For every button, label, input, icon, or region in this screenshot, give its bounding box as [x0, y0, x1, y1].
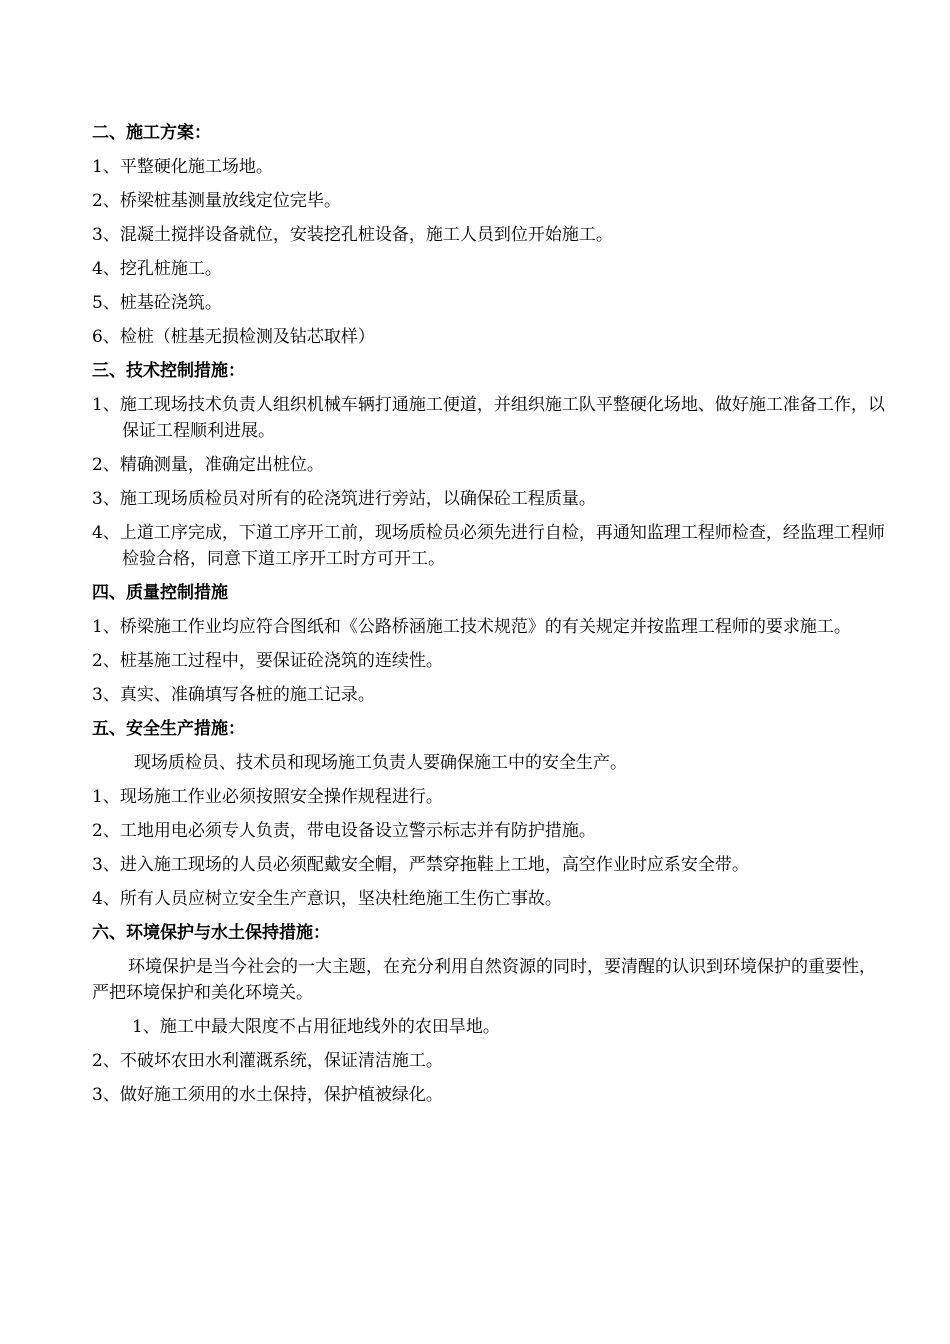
list-item: 6、检桩（桩基无损检测及钻芯取样） — [92, 327, 375, 347]
section-safety-measures — [92, 716, 892, 912]
section-quality-control — [92, 580, 892, 708]
section-intro: 现场质检员、技术员和现场施工负责人要确保施工中的安全生产。 — [134, 753, 627, 773]
list-item: 3、做好施工须用的水土保持，保护植被绿化。 — [92, 1085, 443, 1105]
list-item: 2、工地用电必须专人负责，带电设备设立警示标志并有防护措施。 — [92, 821, 596, 841]
section-technical-control — [92, 358, 892, 572]
list-item: 1、施工现场技术负责人组织机械车辆打通施工便道，并组织施工队平整硬化场地、做好施工准备工作，以保证工程顺利进展。 — [92, 395, 885, 441]
list-item: 2、桥梁桩基测量放线定位完毕。 — [92, 191, 341, 211]
document-page — [92, 120, 892, 1116]
list-item: 3、真实、准确填写各桩的施工记录。 — [92, 685, 375, 705]
list-item: 2、精确测量，准确定出桩位。 — [92, 455, 324, 475]
list-item: 3、施工现场质检员对所有的砼浇筑进行旁站，以确保砼工程质量。 — [92, 489, 596, 509]
list-item: 4、所有人员应树立安全生产意识，坚决杜绝施工生伤亡事故。 — [92, 889, 562, 909]
section-heading: 六、环境保护与水土保持措施： — [92, 923, 330, 943]
section-intro: 环境保护是当今社会的一大主题，在充分利用自然资源的同时，要清醒的认识到环境保护的重要性，严把环境保护和美化环境关。 — [92, 957, 876, 1003]
section-heading: 二、施工方案： — [92, 123, 211, 143]
list-item: 1、桥梁施工作业均应符合图纸和《公路桥涵施工技术规范》的有关规定并按监理工程师的要求施工。 — [92, 617, 851, 637]
list-item: 4、上道工序完成，下道工序开工前，现场质检员必须先进行自检，再通知监理工程师检查，经监理工程师检验合格，同意下道工序开工时方可开工。 — [92, 523, 885, 569]
list-item: 4、挖孔桩施工。 — [92, 259, 222, 279]
list-item: 2、桩基施工过程中，要保证砼浇筑的连续性。 — [92, 651, 443, 671]
section-heading: 四、质量控制措施 — [92, 583, 228, 603]
section-heading: 五、安全生产措施： — [92, 719, 245, 739]
section-environmental-protection — [92, 920, 892, 1108]
list-item: 2、不破坏农田水利灌溉系统，保证清洁施工。 — [92, 1051, 443, 1071]
list-item: 3、进入施工现场的人员必须配戴安全帽，严禁穿拖鞋上工地，高空作业时应系安全带。 — [92, 855, 749, 875]
section-construction-plan — [92, 120, 892, 350]
list-item: 5、桩基砼浇筑。 — [92, 293, 222, 313]
section-heading: 三、技术控制措施： — [92, 361, 245, 381]
list-item: 1、施工中最大限度不占用征地线外的农田旱地。 — [132, 1017, 500, 1037]
list-item: 1、现场施工作业必须按照安全操作规程进行。 — [92, 787, 443, 807]
list-item: 1、平整硬化施工场地。 — [92, 157, 273, 177]
list-item: 3、混凝土搅拌设备就位，安装挖孔桩设备，施工人员到位开始施工。 — [92, 225, 613, 245]
